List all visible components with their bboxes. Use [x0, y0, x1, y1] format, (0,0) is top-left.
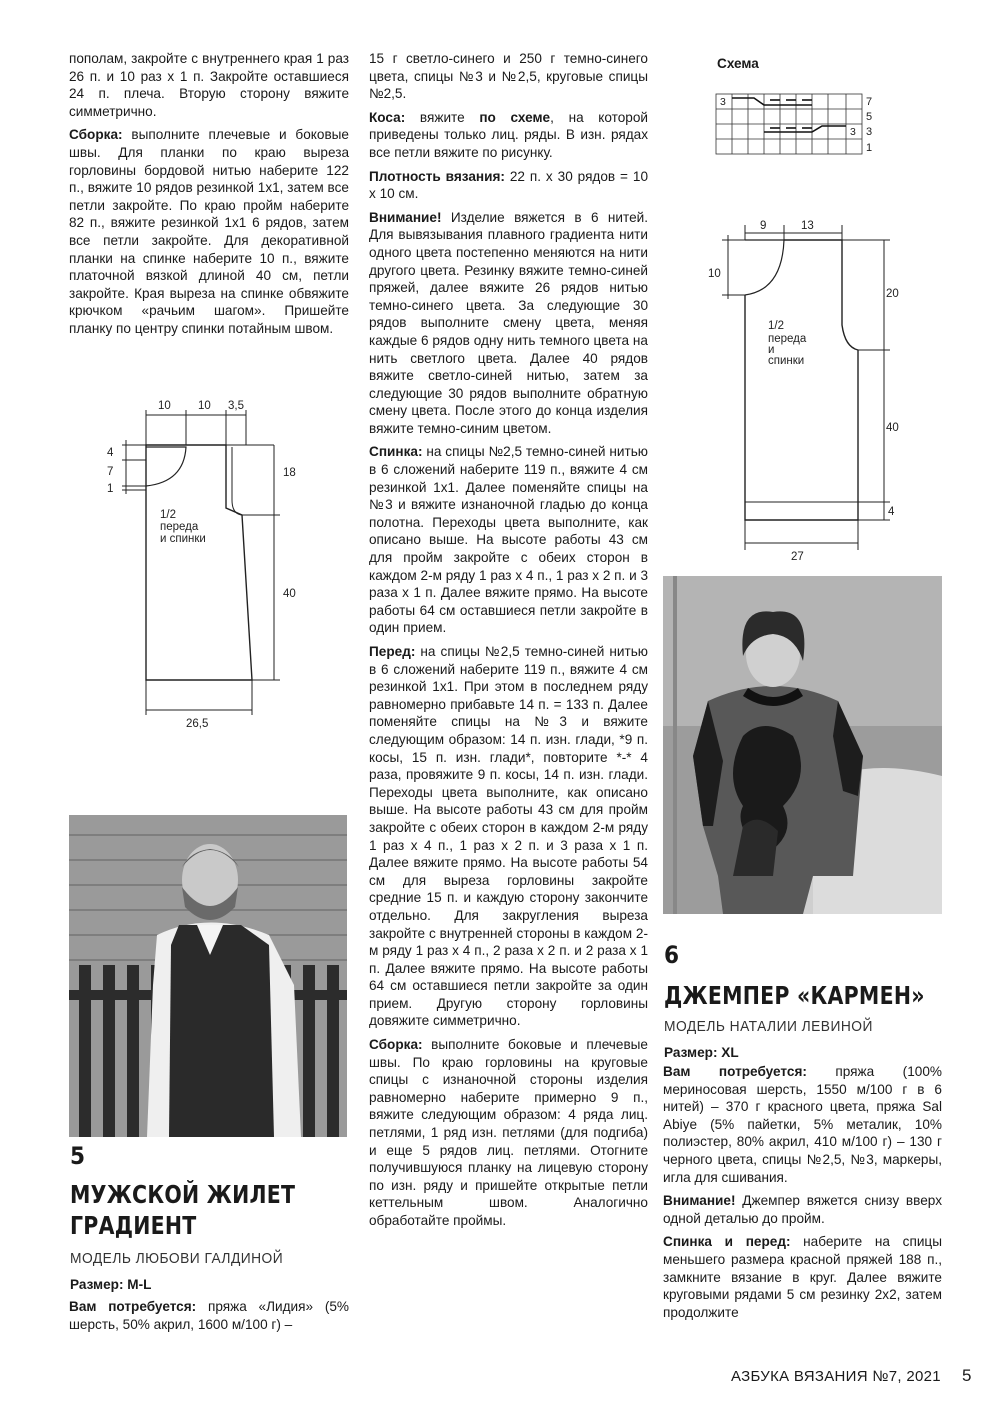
label-braid: Коса: [369, 109, 406, 125]
text-braid-2: , на которой приведены только лиц. ряды. В изн. рядах все петли вяжите по рисунку. [369, 109, 649, 160]
footer-page-number: 5 [962, 1366, 972, 1385]
model-5-photo [69, 815, 347, 1137]
dim-top-1: 10 [158, 400, 171, 412]
paragraph-assembly-2 [369, 1036, 648, 1230]
dim-top-2: 10 [198, 400, 211, 412]
column-1-text [69, 50, 349, 344]
label-front: Перед: [369, 644, 416, 659]
model-5-title-line-1: МУЖСКОЙ ЖИЛЕТ [70, 1180, 296, 1209]
paragraph-assembly [69, 126, 349, 337]
text-assembly: выполните плечевые и боковые швы. Для планки по краю выреза горловины бордовой нитью наберите 122 п., вяжите 10 рядов резинкой 1х1, затем все петли закройте. По краю пройм наберите 82 п., вяжите резинкой 1х1 6 рядов, затем все петли закройте. Для декоративной планки на спинке наберите 10 п., вяжите платочной вязкой длиной 40 см, петли закройте. Края выреза на спинке обвяжите крючком «рачьим шагом». Пришейте планку по центру спинки потайным швом. [69, 127, 349, 336]
label-density: Плотность вязания: [369, 168, 505, 184]
dim-top-3: 3,5 [228, 400, 244, 412]
pattern-outline-2 [745, 240, 858, 520]
label-attention: Внимание! [369, 209, 442, 225]
scheme-title: Схема [717, 56, 759, 71]
scheme-row-3: 3 [866, 126, 873, 138]
dim-left-3: 1 [107, 483, 114, 495]
model-6-title: ДЖЕМПЕР «КАРМЕН» [664, 981, 925, 1010]
scheme-mark-2: 3 [850, 126, 856, 138]
paragraph-continued: пополам, закройте с внутреннего края 1 раз 26 п. и 10 раз х 1 п. Закройте оставшиеся 24 п. плеча. Вторую сторону вяжите симметрично. [69, 51, 349, 119]
paragraph-materials-6 [663, 1063, 942, 1186]
column-2-text [369, 50, 648, 1236]
model-5-size: Размер: M-L [70, 1277, 152, 1292]
inner-label-1: 1/2 [160, 509, 176, 521]
text-materials-5: пряжа «Лидия» (5% шерсть, 50% акрил, 1600 м/100 г) – [69, 1299, 349, 1332]
model-6-size: Размер: XL [664, 1045, 739, 1060]
text-braid-bold: по схеме [479, 109, 551, 125]
dim2-right-1: 20 [886, 288, 899, 300]
footer-magazine: АЗБУКА ВЯЗАНИЯ №7, 2021 [731, 1368, 941, 1385]
dim2-bottom: 27 [791, 551, 804, 563]
paragraph-back-front [663, 1233, 942, 1321]
neck-curve-2 [745, 240, 784, 295]
label-assembly-2: Сборка: [369, 1037, 423, 1053]
model-6-number: 6 [664, 941, 680, 969]
model-6-author: МОДЕЛЬ НАТАЛИИ ЛЕВИНОЙ [664, 1018, 873, 1035]
vest-pattern-diagram [100, 390, 330, 735]
label-back: Спинка: [369, 444, 423, 460]
text-attention-6: Джемпер вяжется снизу вверх одной деталью до пройм. [663, 1193, 942, 1226]
braid-scheme [714, 90, 884, 160]
inner-label-2: переда [160, 521, 199, 533]
model-5-number: 5 [70, 1142, 86, 1170]
dim-right-2: 40 [283, 588, 296, 600]
paragraph-back [369, 443, 648, 637]
text-assembly-2: выполните боковые и плечевые швы. По краю горловины на круговые спицы с изнаночной стороны изделия равномерно наберите примерно 9 п., вяжите следующим образом: 4 ряда лиц. петлями, 1 ряд изн. петлями (для подгиба) и еще 5 рядов лиц. петлями. Отогните получившуюся планку на лицевую сторону по изн. ряду и пришейте открытые петли кеттельным швом. Аналогично обработайте проймы. [369, 1037, 648, 1228]
scheme-mark-1: 3 [720, 96, 726, 108]
text-back: на спицы №2,5 темно-синей нитью в 6 сложений наберите 119 п., вяжите 4 см резинкой 1х1. Далее поменяйте спицы на №3 и вяжите изнаночной гладью до конца полотна. Переходы цвета выполните, как описано выше. На высоте работы 43 см для пройм закройте с обеих сторон в каждом 2-м ряду 1 раз х 4 п., 1 раз х 2 п. и 3 раза х 1 п. Далее вяжите прямо. На высоте работы 64 см оставшиеся петли закройте в один прием. [369, 444, 648, 636]
text-front: на спицы №2,5 темно-синей нитью в 6 сложений наберите 119 п., вяжите 4 см резинкой 1х1. При этом в последнем ряду равномерно прибавьте 14 п. = 133 п. Далее поменяйте спицы на №3 и вяжите следующим образом: 14 п. изн. глади, *9 п. косы, 15 п. изн. глади*, повторите *-* 4 раза, провяжите 9 п. косы, 14 п. изн. глади. Переходы цвета выполните, как описано выше. На высоте работы 43 см для пройм закройте с обеих сторон в каждом 2-м ряду 1 раз х 4 п., 1 раз х 2 п. и 3 раза х 1 п. Далее вяжите прямо. На высоте работы 54 см для выреза горловины закройте средние 15 п. и каждую сторону закончите отдельно. Для закругления выреза закройте с внутренней стороны в каждом 2-м ряду 1 раз х 4 п., 2 раза х 2 п. и 2 раза х 1 п. Далее вяжите прямо. На высоте работы 64 см оставшиеся петли закройте за один прием. Другую сторону горловины довяжите симметрично. [369, 644, 648, 1029]
dim2-top-2: 13 [801, 220, 814, 232]
scheme-row-5: 5 [866, 111, 873, 123]
inner2-label-1: 1/2 [768, 320, 784, 332]
dim2-right-3: 4 [888, 506, 895, 518]
paragraph-braid [369, 109, 648, 162]
text-attention: Изделие вяжется в 6 нитей. Для вывязывания плавного градиента нити одного цвета постепенно меняются на нити другого цвета. Резинку вяжите темно-синей пряжей, далее вяжите 26 рядов нитью темно-синего цвета. За следующие 30 рядов выполните смену цвета, меняя каждые 6 рядов одну нить темного цвета на нить светлого цвета. Далее 40 рядов вяжите светло-синей нитью, затем за следующие 30 рядов выполните обратную смену цвета. После этого до конца изделия вяжите темно-синим цветом. [369, 209, 648, 436]
dim2-left: 10 [708, 268, 721, 280]
label-assembly: Сборка: [69, 127, 123, 143]
model-6-photo [663, 576, 942, 914]
label-back-front: Спинка и перед: [663, 1234, 791, 1250]
text-braid-1: вяжите [405, 109, 480, 125]
paragraph-attention [369, 209, 648, 438]
model-5-title-line-2: ГРАДИЕНТ [70, 1211, 197, 1240]
paragraph-materials-cont: 15 г светло-синего и 250 г темно-синего цвета, спицы №3 и №2,5, круговые спицы №2,5. [369, 51, 648, 102]
text-back-front: наберите на спицы меньшего размера красной пряжей 188 п., замкните вязание в круг. Далее вяжите круговыми рядами 5 см резинку 2х2, затем продолжите [663, 1234, 942, 1320]
paragraph-density [369, 168, 648, 203]
dim-right-1: 18 [283, 467, 296, 479]
label-attention-6: Внимание! [663, 1193, 736, 1209]
model-5-materials [69, 1298, 349, 1339]
paragraph-front [369, 643, 648, 1030]
label-materials-5: Вам потребуется: [69, 1299, 197, 1314]
inner2-label-2: переда [768, 333, 807, 345]
paragraph-attention-6 [663, 1192, 942, 1227]
label-materials-6: Вам потребуется: [663, 1064, 807, 1079]
pattern-outline [146, 445, 252, 680]
inner2-label-3: и [768, 344, 775, 356]
dim-left-2: 7 [107, 466, 114, 478]
model-5-author: МОДЕЛЬ ЛЮБОВИ ГАЛДИНОЙ [70, 1250, 284, 1267]
dim-bottom: 26,5 [186, 718, 209, 730]
dim2-top-1: 9 [760, 220, 767, 232]
text-density: 22 п. х 30 рядов = 10 х 10 см. [369, 168, 649, 202]
scheme-row-7: 7 [866, 96, 873, 108]
dim-left-1: 4 [107, 447, 114, 459]
model-6-text [663, 1063, 942, 1327]
jumper-pattern-diagram [700, 215, 920, 565]
neck-curve [146, 447, 186, 486]
dim2-right-2: 40 [886, 422, 899, 434]
text-materials-6: пряжа (100% мериносовая шерсть, 1550 м/100 г в 6 нитей) – 370 г красного цвета, пряжа Sal Abiye (5% пайетки, 5% металик, 10% полиэстер, 80% акрил, 410 м/100 г) – 130 г черного цвета, спицы №2,5, №3, маркеры, игла для сшивания. [663, 1064, 942, 1185]
inner-label-3: и спинки [160, 533, 206, 545]
inner2-label-4: спинки [768, 355, 805, 367]
scheme-row-1: 1 [866, 142, 873, 154]
